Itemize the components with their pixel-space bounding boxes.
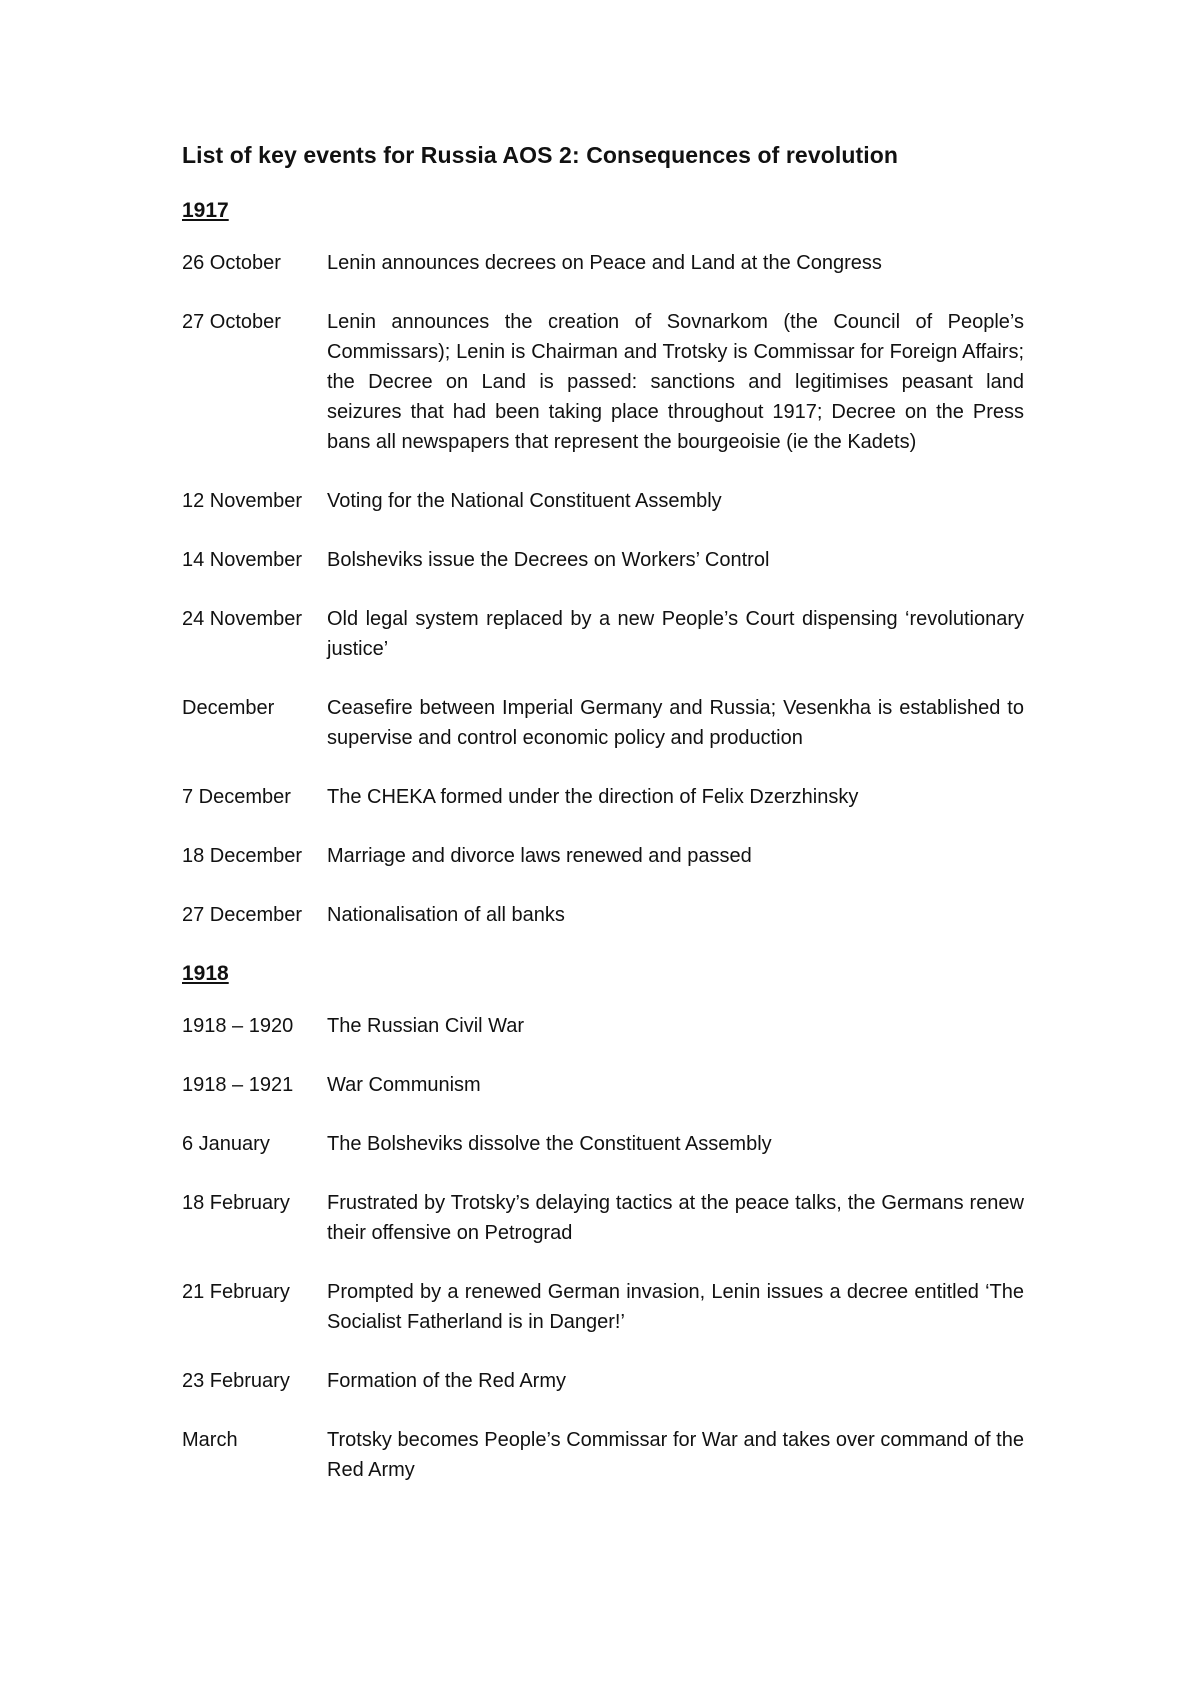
event-date: 6 January [182, 1133, 270, 1155]
event-date: December [182, 697, 275, 719]
event-date: 24 November [182, 608, 303, 630]
event-description: Frustrated by Trotsky’s delaying tactics at the peace talks, the Germans renew their offensive on Petrograd [327, 1192, 1024, 1244]
event-description: Nationalisation of all banks [327, 904, 565, 926]
event-date: 18 December [182, 845, 303, 867]
document-page [182, 140, 1024, 1514]
event-description: Ceasefire between Imperial Germany and Russia; Vesenkha is established to supervise and control economic policy and production [327, 697, 1024, 749]
event-description: Trotsky becomes People’s Commissar for War and takes over command of the Red Army [327, 1429, 1024, 1481]
event-description: Prompted by a renewed German invasion, Lenin issues a decree entitled ‘The Socialist Fatherland is in Danger!’ [327, 1281, 1024, 1333]
event-date: 12 November [182, 490, 303, 512]
event-row [182, 604, 1024, 664]
event-description: Lenin announces decrees on Peace and Land at the Congress [327, 252, 882, 274]
year-heading: 1917 [182, 199, 229, 222]
year-section-1918 [182, 959, 1024, 1485]
event-row [182, 841, 1024, 871]
year-heading: 1918 [182, 962, 229, 985]
event-date: 14 November [182, 549, 303, 571]
year-section-1917 [182, 196, 1024, 930]
event-date: 18 February [182, 1192, 290, 1214]
event-row [182, 1188, 1024, 1248]
event-row [182, 1425, 1024, 1485]
event-row [182, 307, 1024, 457]
event-row [182, 1070, 1024, 1100]
event-description: The CHEKA formed under the direction of Felix Dzerzhinsky [327, 786, 859, 808]
event-description: Lenin announces the creation of Sovnarkom (the Council of People’s Commissars); Lenin is Chairman and Trotsky is Commissar for Foreign Affairs; the Decree on Land is passed: sanctions and legitimises peasant land seizures that had been taking place throughout 1917; Decree on the Press bans all newspapers that represent the bourgeoisie (ie the Kadets) [327, 311, 1024, 453]
event-row [182, 248, 1024, 278]
sections-container [182, 196, 1024, 1485]
event-row [182, 693, 1024, 753]
event-description: Formation of the Red Army [327, 1370, 566, 1392]
event-description: Marriage and divorce laws renewed and passed [327, 845, 752, 867]
event-date: 23 February [182, 1370, 290, 1392]
event-date: 21 February [182, 1281, 290, 1303]
event-date: 27 October [182, 311, 281, 333]
event-date: March [182, 1429, 238, 1451]
event-description: Bolsheviks issue the Decrees on Workers’ Control [327, 549, 770, 571]
event-description: The Russian Civil War [327, 1015, 525, 1037]
event-date: 27 December [182, 904, 303, 926]
document-title: List of key events for Russia AOS 2: Consequences of revolution [182, 142, 899, 168]
event-row [182, 486, 1024, 516]
event-description: The Bolsheviks dissolve the Constituent Assembly [327, 1133, 772, 1155]
event-row [182, 1129, 1024, 1159]
event-row [182, 1011, 1024, 1041]
event-row [182, 545, 1024, 575]
event-row [182, 782, 1024, 812]
event-description: Old legal system replaced by a new People’s Court dispensing ‘revolutionary justice’ [327, 608, 1024, 660]
event-date: 1918 – 1920 [182, 1015, 294, 1037]
event-date: 7 December [182, 786, 291, 808]
event-description: War Communism [327, 1074, 481, 1096]
event-row [182, 1366, 1024, 1396]
event-date: 1918 – 1921 [182, 1074, 294, 1096]
event-description: Voting for the National Constituent Assembly [327, 490, 722, 512]
event-date: 26 October [182, 252, 281, 274]
event-row [182, 900, 1024, 930]
event-row [182, 1277, 1024, 1337]
